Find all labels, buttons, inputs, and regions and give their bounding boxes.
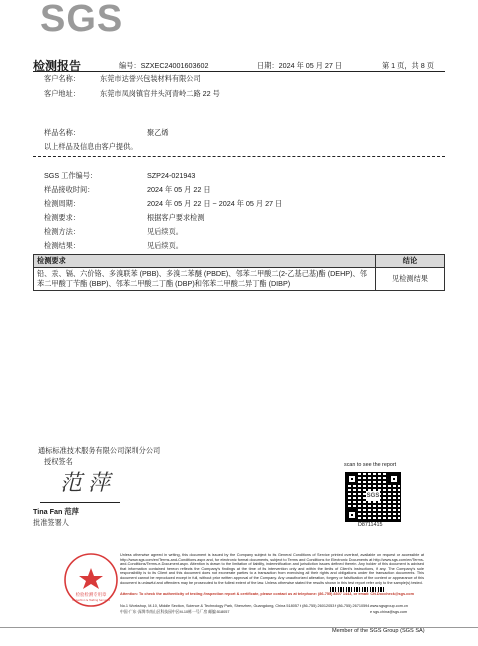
sgs-job-number: SZP24-021943: [147, 171, 196, 180]
results-table: [33, 254, 445, 291]
received-date: 2024 年 05 月 22 日: [147, 185, 211, 194]
test-requirement: 根据客户要求检测: [147, 213, 205, 222]
page-info: 第 1 页，共 8 页: [382, 61, 434, 70]
test-period: 2024 年 05 月 22 日 ~ 2024 年 05 月 27 日: [147, 199, 283, 208]
section-divider: [33, 156, 445, 157]
report-date-label: 日期：: [257, 61, 279, 70]
qr-logo: SGS: [366, 493, 380, 499]
client-address-label: 客户地址：: [44, 89, 80, 98]
sample-name-label: 样品名称：: [44, 128, 80, 137]
qr-code-number: D8711415: [358, 522, 383, 528]
test-method: 见后续页。: [147, 227, 183, 236]
terms-text: Unless otherwise agreed in writing, this document is issued by the Company subject to its General Conditions of Service printed overleaf, available on request or accessible at http://www.sgs.com/en/Terms-and-Conditions.aspx and, for electronic format documents, subject to Terms and Conditions for Electronic Documents at http://www.sgs.com/en/Terms-and-Conditions/Terms-e-Document.aspx. Attention is drawn to the limitation of liability, indemnification and jurisdiction issues defined therein. Any holder of this document is advised that information contained hereon reflects the Company's findings at the time of its intervention only and within the limits of Client's instructions, if any. The Company's sole responsibility is to its Client and this document does not exonerate parties to a transaction from exercising all their rights and obligations under the transaction documents. This document cannot be reproduced except in full, without prior written approval of the Company. Any unauthorized alteration, forgery or falsification of the content or appearance of this document is unlawful and offenders may be prosecuted to the fullest extent of the law. Unless otherwise stated the results shown in this test report refer only to the sample(s) tested.: [120, 553, 424, 585]
contact-tel: t (86-755) 26012053: [300, 604, 335, 608]
method-label: 检测方法：: [44, 227, 80, 236]
requirement-label: 检测要求：: [44, 213, 80, 222]
row-conclusion: 见检测结果: [376, 268, 445, 291]
address-cn: 中国·广东·深圳市南山区科技园中区M-10栋一号厂房 邮编:518057: [120, 610, 230, 614]
website-link[interactable]: www.sgsgroup.com.cn: [370, 604, 408, 608]
official-stamp-icon: [63, 552, 119, 608]
company-name: 通标标准技术服务有限公司深圳分公司: [38, 446, 161, 455]
signature-line: [40, 502, 120, 503]
sample-note: 以上样品及信息由客户提供。: [44, 142, 138, 151]
header-requirement: 检测要求: [34, 255, 376, 268]
test-result: 见后续页。: [147, 241, 183, 250]
qr-code-icon[interactable]: [345, 472, 401, 522]
header-rule: [33, 71, 445, 72]
qr-finder: [346, 473, 358, 485]
signer-name: Tina Fan 范萍: [33, 507, 79, 516]
qr-finder: [346, 509, 358, 521]
sample-name: 聚乙烯: [147, 128, 169, 137]
qr-finder: [388, 473, 400, 485]
report-date-value: 2024 年 05 月 27 日: [278, 61, 343, 70]
stamp-label: 检验检测专用章: [75, 593, 107, 598]
handwritten-signature: 范萍: [60, 471, 117, 496]
received-label: 样品接收时间：: [44, 185, 95, 194]
signer-title: 批准签署人: [33, 518, 69, 527]
period-label: 检测周期：: [44, 199, 80, 208]
qr-caption: scan to see the report: [344, 462, 397, 468]
address-en: No.1 Workshop, M-10, Middle Section, Science & Technology Park, Shenzhen, Guangdong, China 518057: [120, 604, 300, 608]
report-number-label: 编号：: [119, 61, 141, 70]
result-label: 检测结果：: [44, 241, 80, 250]
table-header-row: [34, 255, 445, 268]
table-row: [34, 268, 445, 291]
report-number: [119, 61, 209, 70]
sgs-logo: SGS: [40, 0, 124, 40]
client-name-label: 客户名称：: [44, 74, 80, 83]
barcode-icon: [330, 587, 385, 592]
member-note: Member of the SGS Group (SGS SA): [332, 628, 425, 634]
stamp-sub-label: Inspection & Testing Services: [72, 599, 110, 602]
report-date: [257, 61, 342, 70]
row-requirement: 铅、汞、镉、六价铬、多溴联苯 (PBB)、多溴二苯醚 (PBDE)、邻苯二甲酸二(2-乙基己基)酯 (DEHP)、邻苯二甲酸丁苄酯 (BBP)、邻苯二甲酸二丁酯 (DBP)和邻苯二甲酸二异丁酯 (DIBP): [34, 268, 376, 291]
sgs-job-label: SGS 工作编号：: [44, 171, 98, 180]
authenticity-note: Attention: To check the authenticity of testing /inspection report & certificate, please contact us at telephone: (86-755) 8307 1443, or email: CN.Doccheck@sgs.com: [120, 592, 414, 596]
authorized-signature-label: 授权签名: [44, 457, 73, 466]
header-conclusion: 结论: [376, 255, 445, 268]
client-address: 东莞市凤岗镇官井头河青岭二路 22 号: [100, 89, 220, 98]
contact-fax: f (86-755) 26710594: [335, 604, 370, 608]
client-name: 东莞市达誉兴包装材料有限公司: [100, 74, 201, 83]
report-number-value: SZXEC24001603602: [140, 61, 209, 70]
page-title: 检测报告: [33, 59, 82, 73]
email-link[interactable]: e sgs.china@sgs.com: [370, 610, 408, 614]
